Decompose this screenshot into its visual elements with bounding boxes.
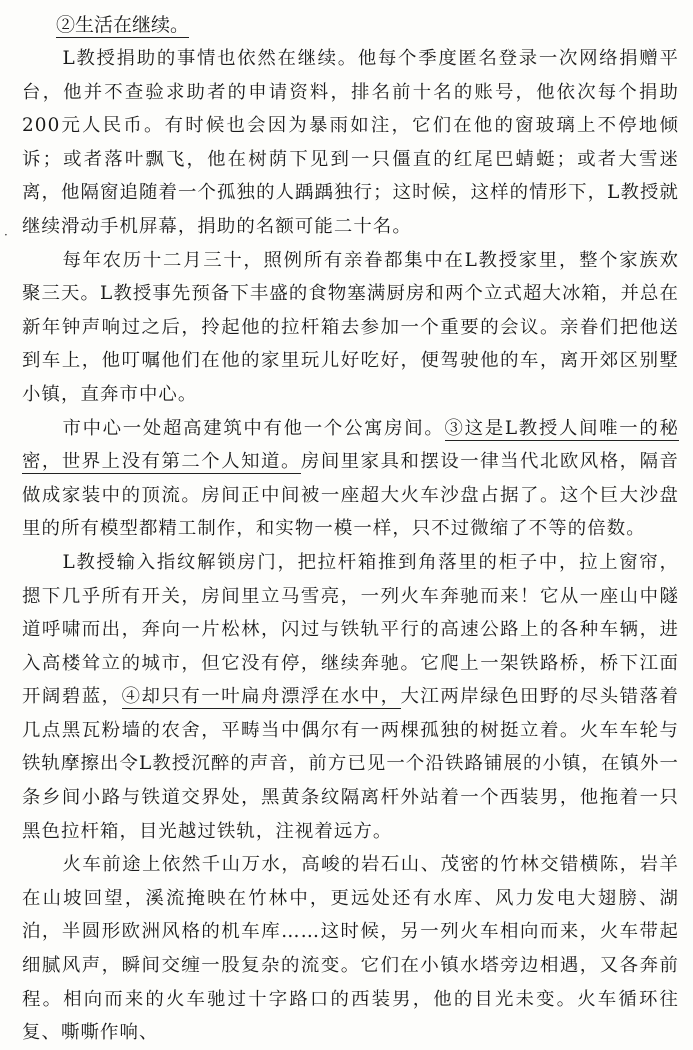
paragraph-4-start: L教授输入指纹解锁房门，把拉杆箱推到角落里的柜子中，拉上窗帘，摁下几乎所有开关，房间里立马雪亮，一列火车奔驰而来！它从一座山中隧道呼啸而出，奔向一片松林，闪过与铁轨平行的高速公路上的各种车辆，进入高楼耸立的城市，但它没有停，继续奔驰。它爬上一架铁路桥，桥下江面开阔碧蓝， [22, 551, 679, 708]
paragraph-3-end: 房间里家具和摆设一律当代北欧风格，隔音做成家装中的顶流。房间正中间被一座超大火车沙盘占据了。这个巨大沙盘里的所有模型都精工制作，和实物一模一样，只不过微缩了不等的倍数。 [22, 451, 679, 540]
paragraph-4 [22, 546, 679, 848]
paragraph-4-end: 大江两岸绿色田野的尽头错落着几点黑瓦粉墙的农舍，平畴当中偶尔有一两棵孤独的树挺立着。火车车轮与铁轨摩擦出令L教授沉醉的声音，前方已见一个沿铁路铺展的小镇，在镇外一条乡间小路与铁道交界处，黑黄条纹隔离杆外站着一个西装男，他拖着一只黑色拉杆箱，目光越过铁轨，注视着远方。 [22, 686, 679, 842]
paragraph-1: L教授捐助的事情也依然在继续。他每个季度匿名登录一次网络捐赠平台，他并不查验求助者的申请资料，排名前十名的账号，他依次每个捐助200元人民币。有时候也会因为暴雨如注，它们在他的窗玻璃上不停地倾诉；或者落叶飘飞，他在树荫下见到一只僵直的红尾巴蜻蜓；或者大雪迷离，他隔窗追随着一个孤独的人踽踽独行；这时候，这样的情形下，L教授就继续滑动手机屏幕，捐助的名额可能二十名。 [22, 48, 679, 237]
paragraph-2: 每年农历十二月三十，照例所有亲眷都集中在L教授家里，整个家族欢聚三天。L教授事先预备下丰盛的食物塞满厨房和两个立式超大冰箱，并总在新年钟声响过之后，拎起他的拉杆箱去参加一个重要的会议。亲眷们把他送到车上，他叮嘱他们在他的家里玩儿好吃好，便驾驶他的车，离开郊区别墅小镇，直奔市中心。 [22, 249, 679, 405]
underlined-sentence-3: ③这是L教授人间唯一的秘密，世界上没有第二个人知道。 [22, 417, 679, 473]
paragraph-3 [22, 412, 679, 546]
section-heading-text: ②生活在继续。 [56, 14, 190, 36]
margin-dot: · [4, 228, 8, 242]
paragraph-5: 火车前途上依然千山万水，高峻的岩石山、茂密的竹林交错横陈，岩羊在山坡回望，溪流掩映在竹林中，更远处还有水库、风力发电大翅膀、湖泊，半圆形欧洲风格的机车库……这时候，另一列火车相向而来，火车带起细腻风声，瞬间交缠一股复杂的流变。它们在小镇水塔旁边相遇，又各奔前程。相向而来的火车驰过十字路口的西装男，他的目光未变。火车循环往复、嘶嘶作响、 [22, 854, 679, 1044]
underlined-sentence-4: ④却只有一叶扁舟漂浮在水中， [121, 686, 401, 708]
paragraph-3-start: 市中心一处超高建筑中有他一个公寓房间。 [62, 417, 445, 439]
section-heading [56, 8, 679, 42]
